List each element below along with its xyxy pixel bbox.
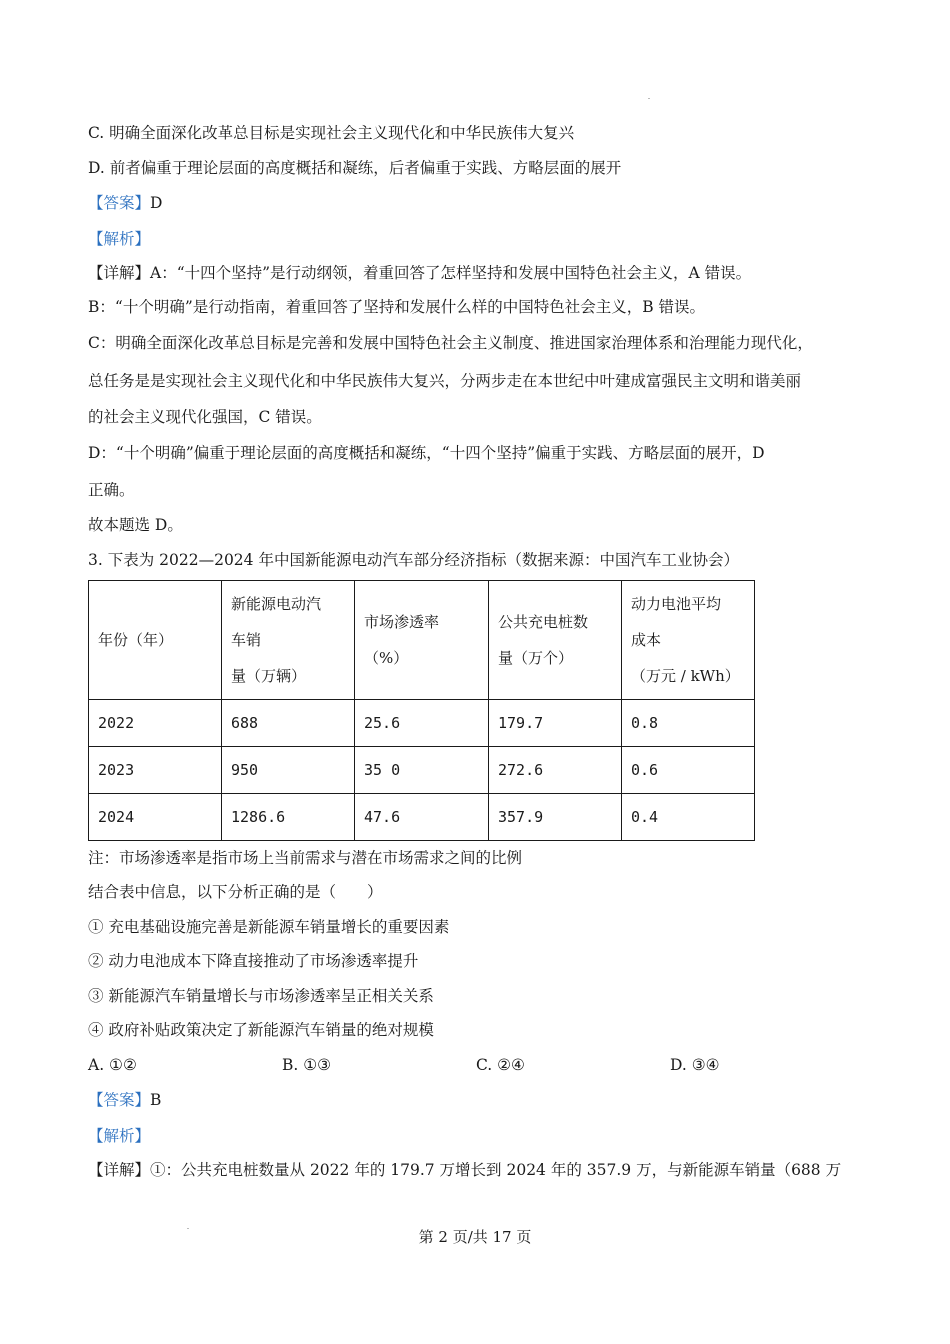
choice-c: C. ②④ [476,1056,525,1074]
table-cell: 688 [222,700,355,747]
q2-detail-a [88,263,751,283]
header-penetration-line1: 市场渗透率 [364,613,440,631]
table-row [89,700,755,747]
q3-answer [88,1090,161,1110]
analysis-tag: 【解析】 [88,1127,151,1145]
option-d-prev: D. 前者偏重于理论层面的高度概括和凝练，后者偏重于实践、方略层面的展开 [88,159,622,177]
header-battery-line3: （万元 / kWh） [631,667,740,685]
table-cell: 0.4 [622,794,755,841]
q2-analysis [88,229,150,249]
indicator-table [88,580,755,841]
scan-dot-top [648,98,650,99]
q3-statement-2: ② 动力电池成本下降直接推动了市场渗透率提升 [88,952,419,970]
q2-answer [88,193,162,213]
analysis-tag: 【解析】 [88,230,151,248]
header-sales [222,581,355,700]
answer-value: B [150,1091,162,1109]
header-year-line: 年份（年） [98,630,174,649]
q3-stem: 3. 下表为 2022—2024 年中国新能源电动汽车部分经济指标（数据来源：中国汽车工业协会） [88,551,739,569]
table-cell: 0.8 [622,700,755,747]
table-cell: 272.6 [489,747,622,794]
table-row [89,747,755,794]
table-cell: 179.7 [489,700,622,747]
choice-a: A. ①② [88,1056,137,1074]
table-header-row [89,581,755,700]
table-row [89,794,755,841]
q2-detail-d1: D：“十个明确”偏重于理论层面的高度概括和凝练，“十四个坚持”偏重于实践、方略层面的展开，D [88,444,765,462]
q3-statement-1: ① 充电基础设施完善是新能源车销量增长的重要因素 [88,918,450,936]
header-chargers-line2: 量（万个） [498,649,574,667]
option-c-prev: C. 明确全面深化改革总目标是实现社会主义现代化和中华民族伟大复兴 [88,124,575,142]
table-cell: 950 [222,747,355,794]
table-cell: 47.6 [355,794,489,841]
table-cell: 1286.6 [222,794,355,841]
header-penetration-line2: （%） [364,649,409,667]
page-footer: 第 2 页/共 17 页 [418,1228,532,1246]
q3-statement-3: ③ 新能源汽车销量增长与市场渗透率呈正相关关系 [88,987,434,1005]
q2-detail-d2: 正确。 [88,481,135,499]
detail-a-text: A：“十四个坚持”是行动纲领，着重回答了怎样坚持和发展中国特色社会主义，A 错误。 [150,264,752,282]
answer-value: D [150,194,163,212]
table-cell: 35 0 [355,747,489,794]
header-sales-line2: 车销 [231,631,262,649]
q3-statement-4: ④ 政府补贴政策决定了新能源汽车销量的绝对规模 [88,1021,434,1039]
q3-analysis [88,1126,150,1146]
header-battery-line2: 成本 [631,631,662,649]
q2-detail-c2: 总任务是是实现社会主义现代化和中华民族伟大复兴，分两步走在本世纪中叶建成富强民主文明和谐美丽 [88,372,802,390]
q3-detail-1 [88,1160,841,1180]
header-penetration [355,581,489,700]
q3-note: 注：市场渗透率是指市场上当前需求与潜在市场需求之间的比例 [88,849,523,867]
table-cell: 2024 [89,794,222,841]
header-year [89,581,222,700]
q2-conclusion: 故本题选 D。 [88,516,183,534]
header-chargers [489,581,622,700]
detail-tag: 【详解】 [88,264,151,282]
q3-prompt: 结合表中信息，以下分析正确的是（ ） [88,883,383,901]
q2-detail-c3: 的社会主义现代化强国，C 错误。 [88,408,322,426]
choice-d: D. ③④ [670,1056,720,1074]
header-battery-line1: 动力电池平均 [631,595,722,613]
header-sales-line3: 量（万辆） [231,667,307,685]
choice-b: B. ①③ [282,1056,332,1074]
answer-tag: 【答案】 [88,1091,151,1109]
detail-tag: 【详解】 [88,1161,151,1179]
q2-detail-b: B：“十个明确”是行动指南，着重回答了坚持和发展什么样的中国特色社会主义，B 错误。 [88,298,706,316]
header-battery-cost [622,581,755,700]
table-cell: 25.6 [355,700,489,747]
answer-tag: 【答案】 [88,194,151,212]
table-cell: 2022 [89,700,222,747]
detail-1-text: ①：公共充电桩数量从 2022 年的 179.7 万增长到 2024 年的 357.9 万，与新能源车销量（688 万 [150,1161,842,1179]
header-sales-line1: 新能源电动汽 [231,595,322,613]
table-cell: 0.6 [622,747,755,794]
header-chargers-line1: 公共充电桩数 [498,613,589,631]
q2-detail-c1: C：明确全面深化改革总目标是完善和发展中国特色社会主义制度、推进国家治理体系和治理能力现代化， [88,334,813,352]
table-cell: 357.9 [489,794,622,841]
table-cell: 2023 [89,747,222,794]
